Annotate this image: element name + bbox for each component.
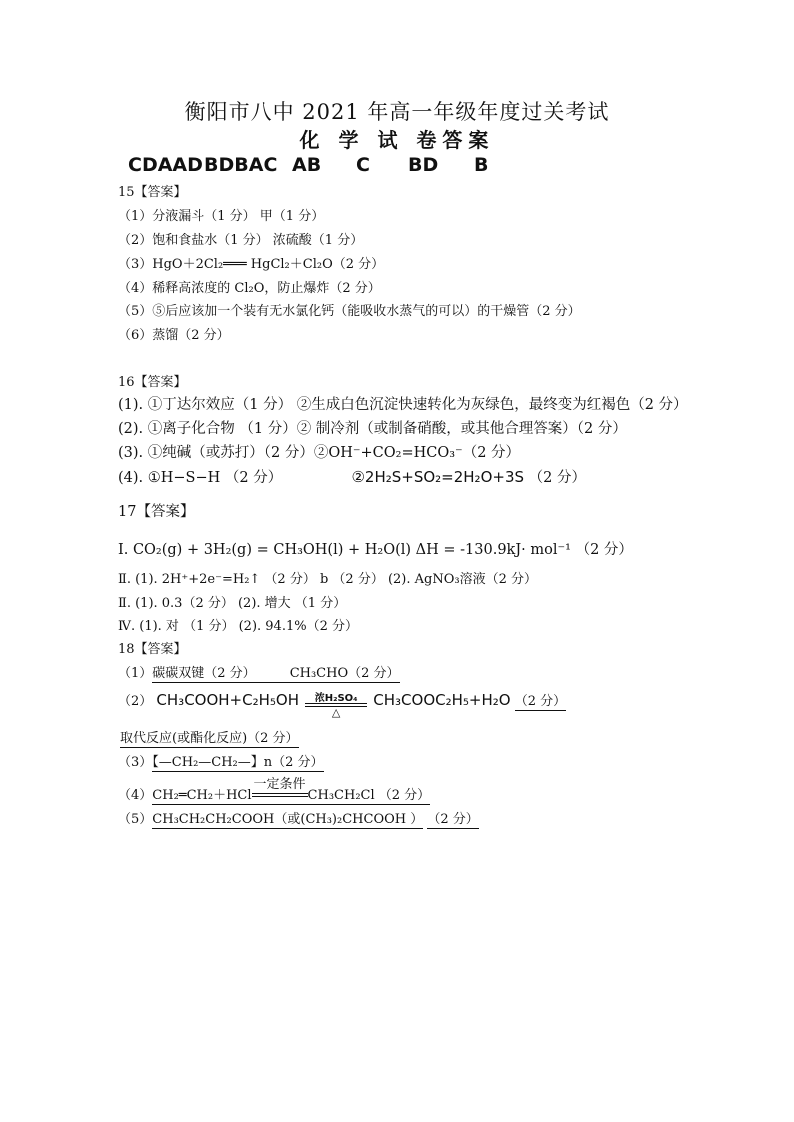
- q16-line-4-score: （2 分）: [528, 470, 586, 486]
- page-subtitle: 化 学 试 卷答案: [299, 128, 495, 152]
- arrow-condition-top: 浓H₂SO₄: [314, 692, 358, 704]
- q18-line-5: [118, 776, 431, 805]
- arrow-condition: 一定条件: [253, 776, 306, 792]
- q17-line-1-equation: I. CO₂(g) + 3H₂(g) = CH₃OH(l) + H₂O(l) ΔH = -130.9kJ· mol⁻¹: [118, 542, 571, 558]
- q18-line-5-product: CH₃CH₂Cl （2 分）: [307, 788, 431, 803]
- q15-line-2: （2）饱和食盐水（1 分） 浓硫酸（1 分）: [118, 233, 364, 248]
- q15-line-3: （3）HgO＋2Cl₂═══ HgCl₂＋Cl₂O（2 分）: [118, 257, 385, 272]
- q18-line-2-reactants: CH₃COOH+C₂H₅OH: [156, 691, 299, 709]
- q16-line-2: (2). ①离子化合物 （1 分）② 制冷剂（或制备硝酸，或其他合理答案）（2 分）: [118, 421, 627, 437]
- q16-line-4: [118, 466, 586, 487]
- q18-line-6-number: （5）: [118, 812, 153, 827]
- q15-line-4: （4）稀释高浓度的 Cl₂O，防止爆炸（2 分）: [118, 281, 381, 296]
- q18-line-4-number: （3）: [118, 755, 153, 770]
- q15-line-1: （1）分液漏斗（1 分） 甲（1 分）: [118, 209, 325, 224]
- q18-line-2-score: （2 分）: [514, 694, 567, 709]
- q15-heading: 15【答案】: [118, 185, 187, 200]
- arrow-condition-bottom: △: [331, 705, 341, 719]
- mc-group-6: B: [474, 154, 489, 176]
- q18-line-3-text: 取代反应(或酯化反应)（2 分）: [120, 731, 299, 746]
- q18-line-1-number: （1）: [118, 666, 153, 681]
- q17-line-3: Ⅱ. (1). 0.3（2 分） (2). 增大 （1 分）: [118, 596, 347, 611]
- q15-line-6: （6）蒸馏（2 分）: [118, 328, 230, 343]
- q16-line-4-equation: ②2H₂S+SO₂=2H₂O+3S: [351, 468, 525, 486]
- q18-line-2-number: （2）: [118, 694, 153, 709]
- q17-heading: 17【答案】: [118, 504, 195, 520]
- mc-group-4: C: [356, 154, 370, 176]
- q18-line-5-number: （4）: [118, 788, 153, 803]
- q16-line-4-part-1: (4). ①H−S−H （2 分）: [118, 470, 283, 486]
- mc-group-2: BDBAC: [204, 154, 278, 176]
- q16-line-3: (3). ①纯碱（或苏打）（2 分）②OH⁻+CO₂=HCO₃⁻（2 分）: [118, 445, 521, 461]
- q18-heading: 18【答案】: [118, 642, 187, 657]
- q18-line-6: [118, 808, 479, 827]
- q17-line-2: Ⅱ. (1). 2H⁺+2e⁻=H₂↑ （2 分） b （2 分） (2). AgNO₃溶液（2 分）: [118, 572, 537, 587]
- mc-group-1: CDAAD: [128, 154, 203, 176]
- q18-line-4: [118, 751, 324, 770]
- q18-line-1-answer: [152, 666, 399, 683]
- q18-line-4-answer: 【—CH₂—CH₂—】n（2 分）: [152, 755, 324, 770]
- q18-line-2-products: CH₃COOC₂H₅+H₂O: [373, 691, 511, 709]
- q15-line-5: （5）⑤后应该加一个装有无水氯化钙（能吸收水蒸气的可以）的干燥管（2 分）: [118, 304, 581, 319]
- q17-line-4: Ⅳ. (1). 对 （1 分） (2). 94.1%（2 分）: [118, 619, 358, 634]
- q18-line-1-part-2: CH₃CHO（2 分）: [289, 666, 400, 681]
- q18-line-2: [118, 690, 567, 719]
- page-title: 衡阳市八中 2021 年高一年级年度过关考试: [184, 100, 610, 124]
- q18-line-5-reactants: CH₂═CH₂＋HCl: [152, 788, 252, 803]
- q18-line-6-answer: CH₃CH₂CH₂COOH（或(CH₃)₂CHCOOH ）: [152, 812, 424, 827]
- q18-line-1-part-1: 碳碳双键（2 分）: [152, 666, 256, 681]
- q18-line-6-score: （2 分）: [427, 812, 479, 827]
- q18-line-1: [118, 662, 400, 681]
- q17-line-1: [118, 538, 633, 559]
- mc-group-5: BD: [408, 154, 439, 176]
- mc-group-3: AB: [292, 154, 322, 176]
- q18-line-5-answer: [152, 776, 431, 805]
- q16-heading: 16【答案】: [118, 375, 187, 390]
- q18-line-3: [120, 727, 299, 746]
- q17-line-1-score: （2 分）: [575, 542, 633, 558]
- reversible-arrow-icon: [305, 692, 367, 719]
- q16-line-1: (1). ①丁达尔效应（1 分） ②生成白色沉淀快速转化为灰绿色，最终变为红褐色（2 分）: [118, 397, 688, 413]
- reaction-arrow-icon: [252, 776, 308, 805]
